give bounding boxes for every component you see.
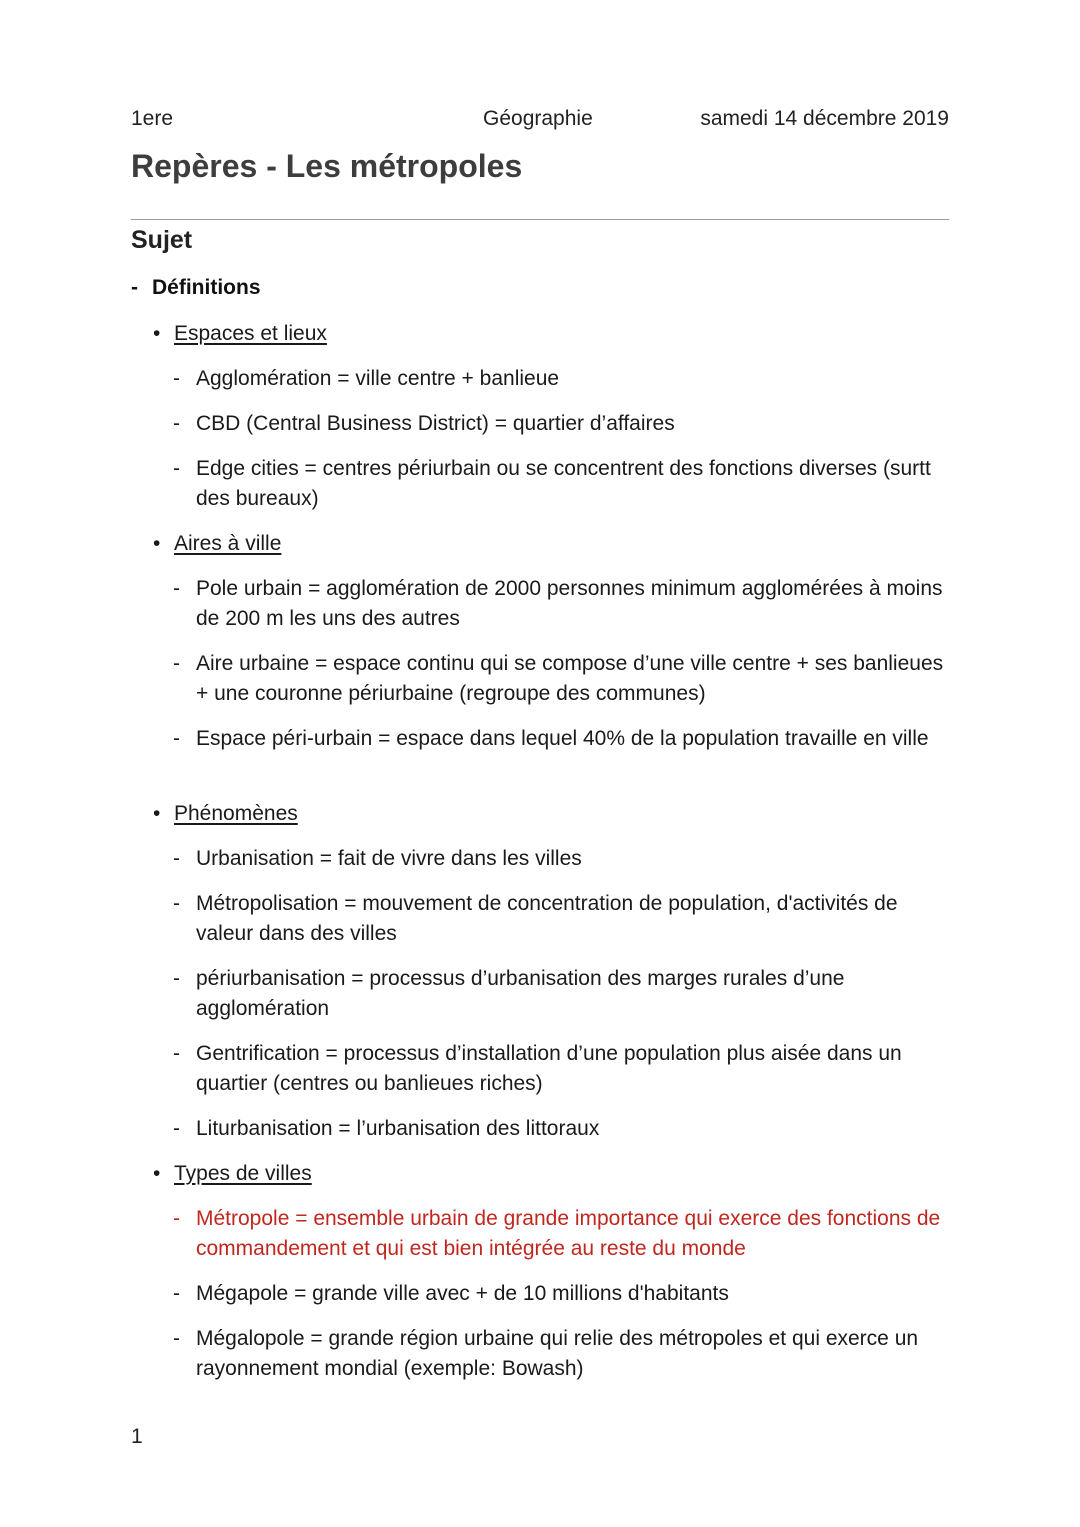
bullet-marker: • <box>153 1162 161 1185</box>
dash-marker: - <box>173 577 180 600</box>
list-item-text: Gentrification = processus d’installation d’une population plus aisée dans un quartier (centres ou banlieues riches) <box>196 1042 902 1095</box>
bullet-marker: • <box>153 802 161 825</box>
main-item-label: Définitions <box>152 276 261 299</box>
list-item <box>173 844 949 874</box>
list-item <box>173 964 949 1024</box>
dash-marker: - <box>173 457 180 480</box>
dash-marker: - <box>173 1207 180 1230</box>
list-item <box>173 724 949 754</box>
dash-marker: - <box>173 652 180 675</box>
list-item <box>173 1039 949 1099</box>
list-item <box>173 1114 949 1144</box>
bullet-marker: • <box>153 322 161 345</box>
header-subject: Géographie <box>483 107 593 130</box>
category-label: Aires à ville <box>174 532 282 555</box>
dash-marker: - <box>173 847 180 870</box>
category-label: Phénomènes <box>174 802 298 825</box>
list-item-text: Aire urbaine = espace continu qui se compose d’une ville centre + ses banlieues + une couronne périurbaine (regroupe des communes) <box>196 652 944 705</box>
list-item-text: CBD (Central Business District) = quartier d’affaires <box>196 412 675 435</box>
bullet-marker: • <box>153 532 161 555</box>
page-title: Repères - Les métropoles <box>131 148 523 184</box>
dash-marker: - <box>173 1042 180 1065</box>
list-item-highlighted <box>173 1204 949 1264</box>
list-item-text: Métropolisation = mouvement de concentration de population, d'activités de valeur dans des villes <box>196 892 898 945</box>
title-divider <box>131 219 949 220</box>
dash-marker: - <box>173 727 180 750</box>
list-item <box>173 364 949 394</box>
list-item <box>173 1279 949 1309</box>
list-item-text: Urbanisation = fait de vivre dans les villes <box>196 847 582 870</box>
list-item-text: Agglomération = ville centre + banlieue <box>196 367 560 390</box>
category-label: Espaces et lieux <box>174 322 327 345</box>
dash-marker: - <box>131 276 138 299</box>
list-item <box>173 889 949 949</box>
list-item-text: Pole urbain = agglomération de 2000 personnes minimum agglomérées à moins de 200 m les uns des autres <box>196 577 943 630</box>
list-item-text: périurbanisation = processus d’urbanisation des marges rurales d’une agglomération <box>196 967 845 1020</box>
list-item-text: Mégalopole = grande région urbaine qui relie des métropoles et qui exerce un rayonnement mondial (exemple: Bowash) <box>196 1327 919 1380</box>
list-item-text: Métropole = ensemble urbain de grande importance qui exerce des fonctions de commandement et qui est bien intégrée au reste du monde <box>196 1207 941 1260</box>
list-item <box>173 409 949 439</box>
list-item-text: Edge cities = centres périurbain ou se concentrent des fonctions diverses (surtt des bureaux) <box>196 457 931 510</box>
list-item-text: Espace péri-urbain = espace dans lequel 40% de la population travaille en ville <box>196 727 929 750</box>
category-label: Types de villes <box>174 1162 312 1185</box>
list-item <box>173 454 949 514</box>
dash-marker: - <box>173 1282 180 1305</box>
list-item <box>173 649 949 709</box>
list-item <box>173 574 949 634</box>
list-item-text: Mégapole = grande ville avec + de 10 millions d'habitants <box>196 1282 729 1305</box>
page-header <box>131 107 949 137</box>
dash-marker: - <box>173 967 180 990</box>
list-item <box>173 1324 949 1384</box>
list-item-text: Liturbanisation = l’urbanisation des littoraux <box>196 1117 600 1140</box>
header-class-level: 1ere <box>131 107 174 130</box>
section-label: Sujet <box>131 226 193 254</box>
page-number: 1 <box>131 1425 143 1448</box>
header-date: samedi 14 décembre 2019 <box>700 107 949 130</box>
dash-marker: - <box>173 892 180 915</box>
dash-marker: - <box>173 412 180 435</box>
dash-marker: - <box>173 1117 180 1140</box>
dash-marker: - <box>173 367 180 390</box>
dash-marker: - <box>173 1327 180 1350</box>
